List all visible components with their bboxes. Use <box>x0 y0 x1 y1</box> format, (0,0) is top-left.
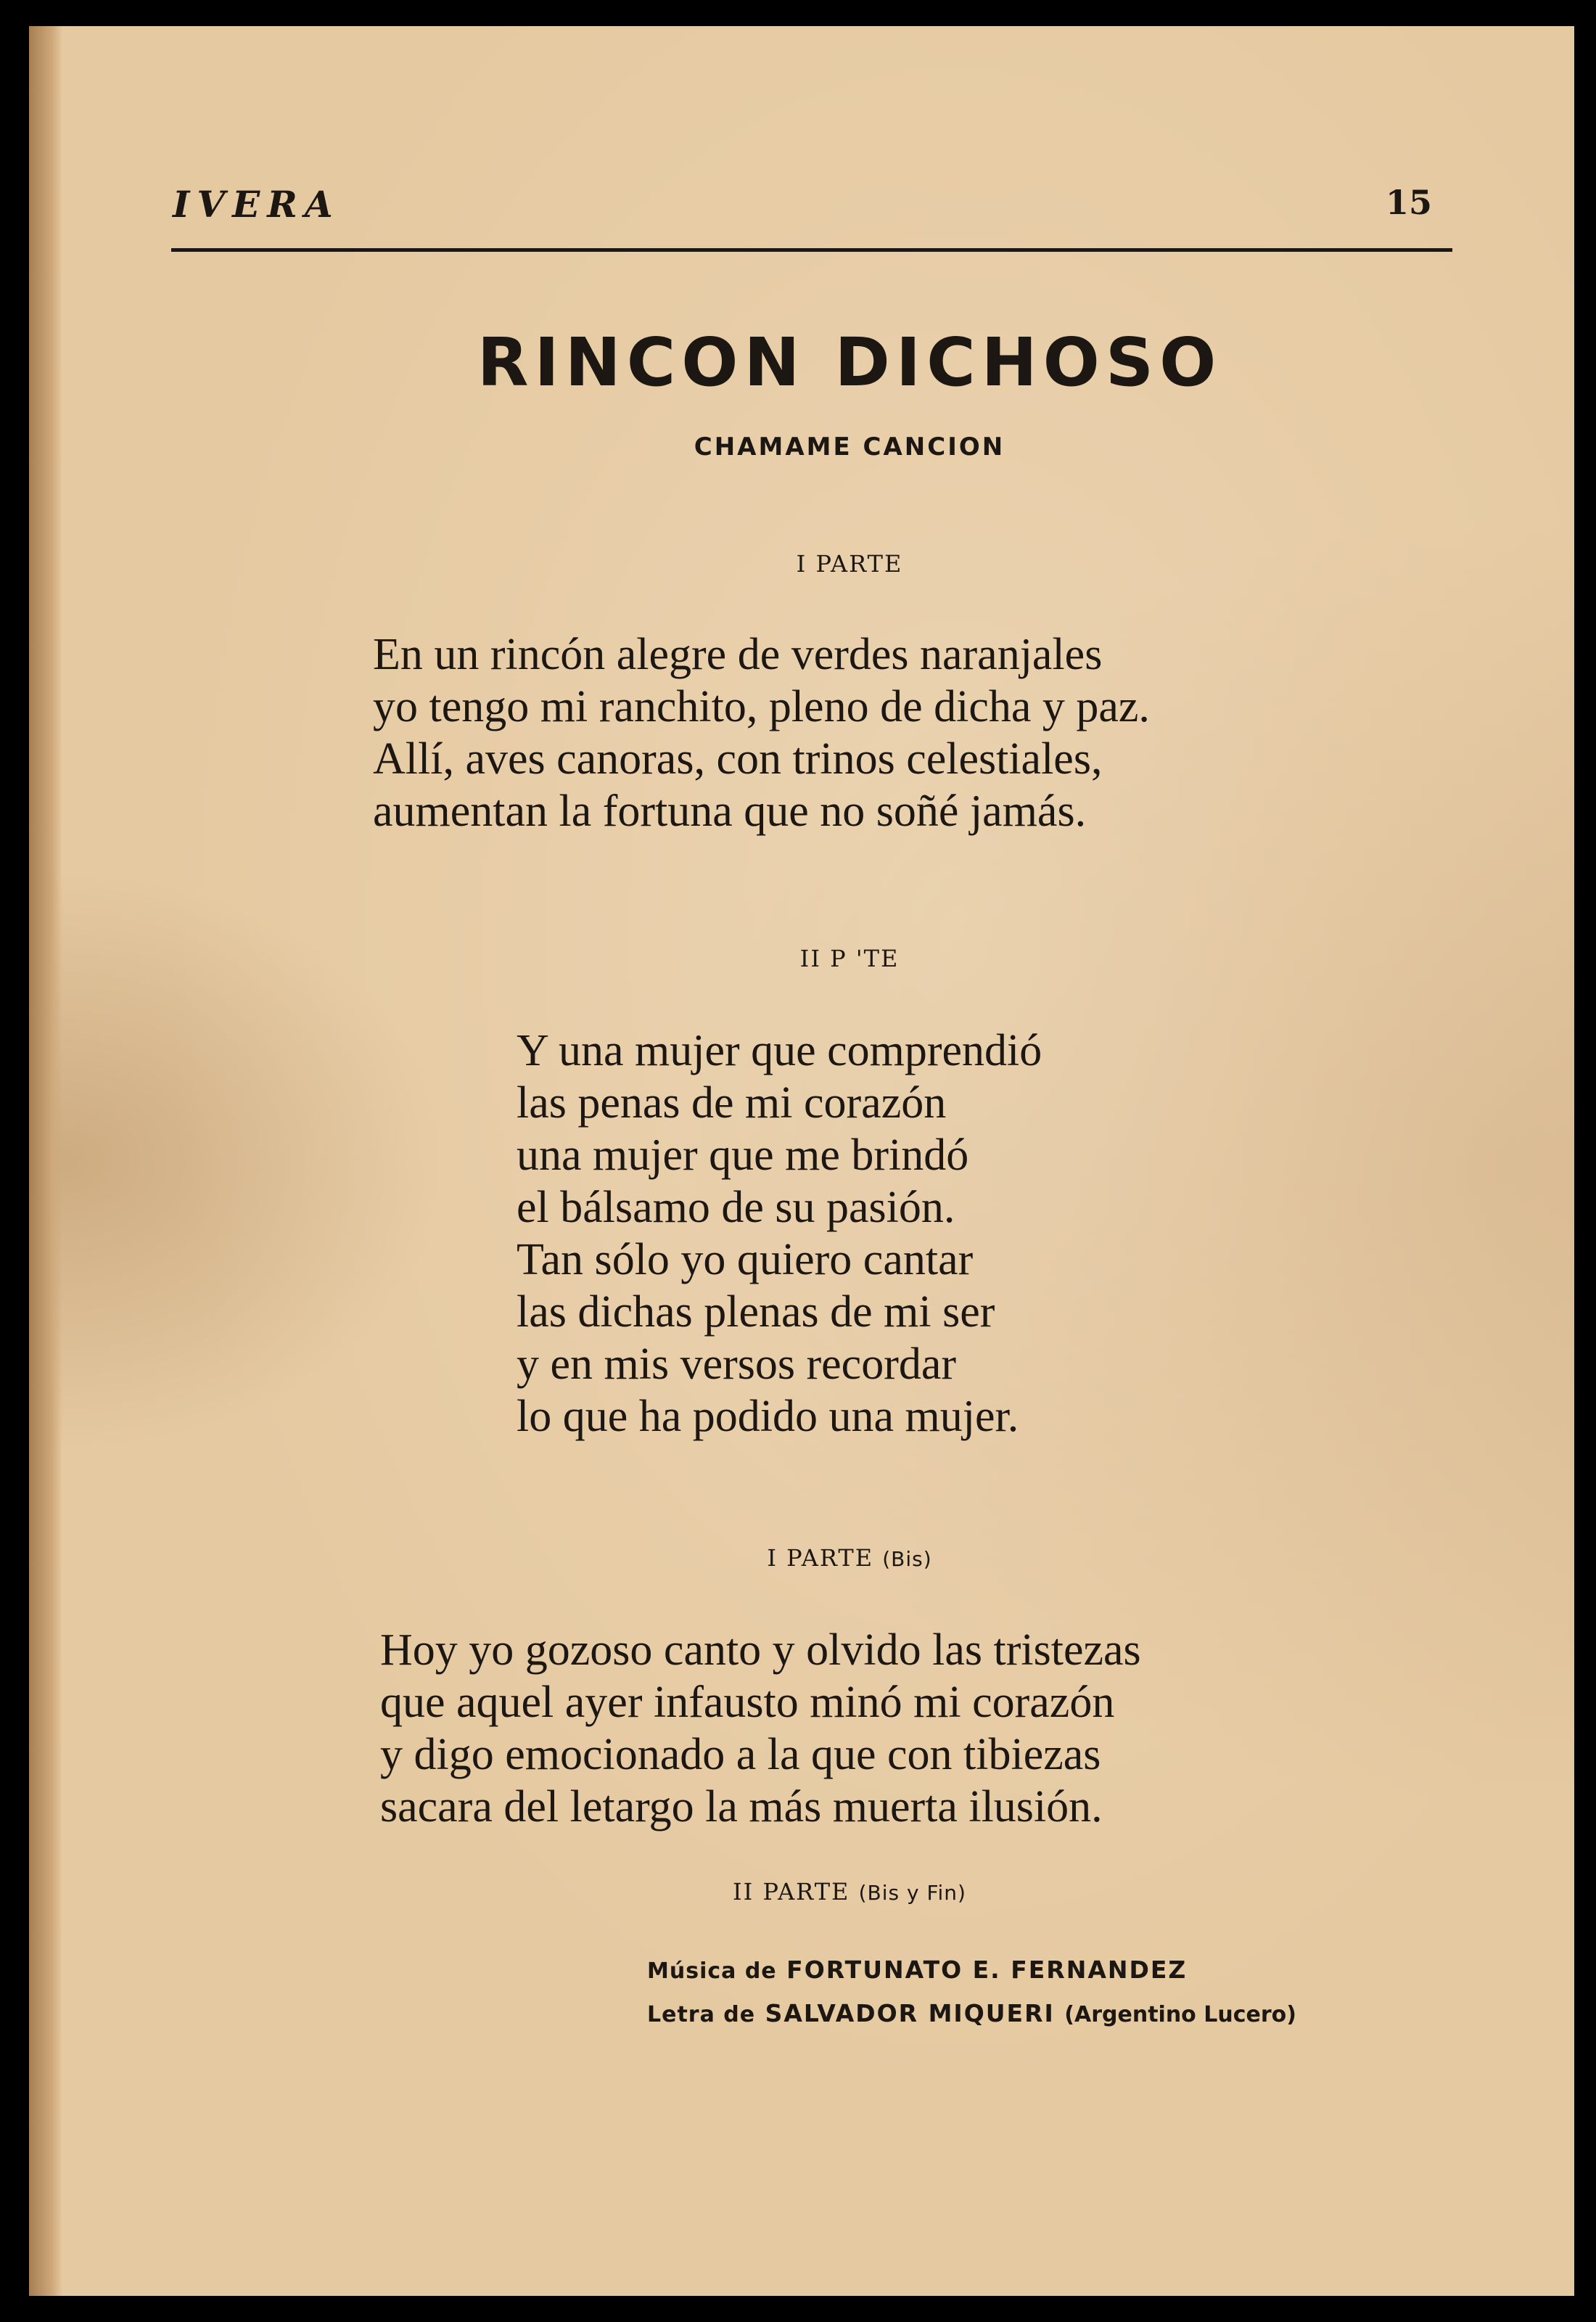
verse-line: el bálsamo de su pasión. <box>517 1183 955 1232</box>
verse-line: Tan sólo yo quiero cantar <box>517 1235 974 1284</box>
music-credit <box>647 1949 1296 1993</box>
section-label-2-text: II P 'TE <box>799 945 900 972</box>
verse-line: lo que ha podido una mujer. <box>517 1392 1019 1441</box>
page-number: 15 <box>1386 183 1433 222</box>
song-subtitle: CHAMAME CANCION <box>694 432 1005 461</box>
section-label-3 <box>77 1544 1596 1572</box>
section-label-4-text: II PARTE <box>733 1878 850 1905</box>
verse-line: Y una mujer que comprendió <box>517 1026 1042 1075</box>
verse-line: yo tengo mi ranchito, pleno de dicha y paz. <box>373 682 1150 731</box>
verse-line: Allí, aves canoras, con trinos celestiales, <box>373 734 1103 784</box>
lyrics-credit-alias: (Argentino Lucero) <box>1064 2002 1296 2027</box>
section-label-2 <box>77 945 1596 972</box>
verse-2 <box>517 1025 1042 1443</box>
verse-line: una mujer que me brindó <box>517 1131 969 1180</box>
verse-line: y digo emocionado a la que con tibiezas <box>380 1730 1101 1779</box>
lyrics-credit-role: Letra de <box>647 2002 756 2027</box>
page-gutter-shadow <box>29 26 62 2296</box>
verse-line: En un rincón alegre de verdes naranjales <box>373 630 1103 679</box>
section-label-3-text: I PARTE <box>767 1544 874 1572</box>
running-head: IVERA <box>173 183 340 226</box>
verse-3 <box>380 1624 1141 1833</box>
music-credit-role: Música de <box>647 1958 777 1984</box>
section-label-4-note: (Bis y Fin) <box>858 1881 966 1905</box>
book-page <box>29 26 1574 2296</box>
section-label-1 <box>77 550 1596 578</box>
lyrics-credit-author: SALVADOR MIQUERI <box>765 1999 1055 2027</box>
song-credits <box>647 1949 1296 2036</box>
verse-line: sacara del letargo la más muerta ilusión. <box>380 1782 1103 1831</box>
section-label-4 <box>77 1878 1596 1905</box>
verse-line: aumentan la fortuna que no soñé jamás. <box>373 787 1087 836</box>
header-rule <box>171 248 1452 252</box>
verse-line: las dichas plenas de mi ser <box>517 1287 995 1337</box>
song-title: RINCON DICHOSO <box>477 324 1222 401</box>
verse-line: que aquel ayer infausto minó mi corazón <box>380 1678 1115 1727</box>
verse-line: y en mis versos recordar <box>517 1340 957 1389</box>
music-credit-author: FORTUNATO E. FERNANDEZ <box>786 1956 1188 1984</box>
section-label-3-note: (Bis) <box>882 1547 932 1571</box>
section-label-1-text: I PARTE <box>796 550 903 578</box>
verse-line: Hoy yo gozoso canto y olvido las tristezas <box>380 1625 1141 1675</box>
verse-1 <box>373 628 1150 837</box>
verse-line: las penas de mi corazón <box>517 1078 947 1128</box>
lyrics-credit <box>647 1993 1296 2036</box>
